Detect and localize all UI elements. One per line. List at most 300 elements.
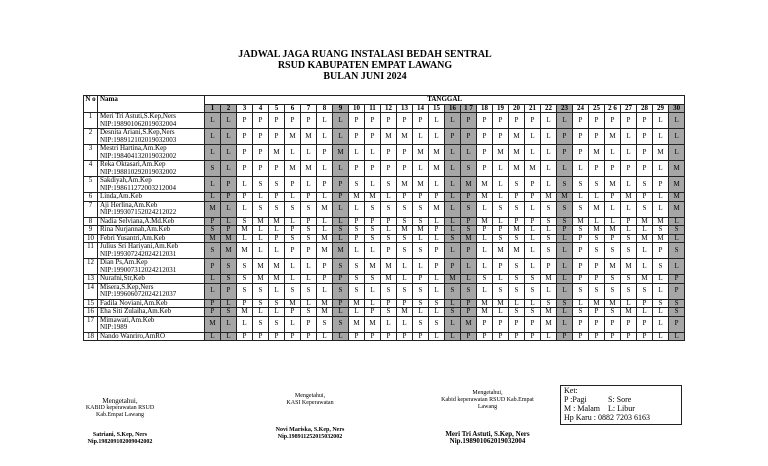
- shift-cell: L: [669, 113, 685, 129]
- shift-cell: S: [285, 234, 301, 243]
- shift-cell: P: [493, 332, 509, 341]
- shift-cell: L: [205, 113, 221, 129]
- shift-cell: P: [285, 308, 301, 317]
- staff-nip: NIP:199307242024212031: [100, 249, 177, 258]
- row-number: 10: [84, 234, 98, 243]
- shift-cell: S: [253, 299, 269, 308]
- shift-cell: L: [429, 283, 445, 299]
- shift-cell: M: [541, 316, 557, 332]
- day-header: 29: [653, 104, 669, 113]
- shift-cell: S: [237, 259, 253, 275]
- shift-cell: S: [413, 201, 429, 217]
- shift-cell: P: [461, 243, 477, 259]
- staff-name: Meri Tri Astuti,S.Kep,Ners: [100, 112, 177, 120]
- shift-cell: P: [653, 243, 669, 259]
- shift-cell: L: [445, 316, 461, 332]
- signature-center-nip: Nip.198911252015032002: [277, 434, 343, 440]
- shift-cell: P: [333, 275, 349, 284]
- shift-cell: P: [445, 129, 461, 145]
- shift-cell: L: [269, 226, 285, 235]
- shift-cell: L: [317, 217, 333, 226]
- table-row: [84, 201, 685, 217]
- shift-cell: L: [413, 161, 429, 177]
- shift-cell: L: [557, 161, 573, 177]
- day-header: 30: [669, 104, 685, 113]
- shift-cell: M: [605, 129, 621, 145]
- shift-cell: P: [637, 316, 653, 332]
- shift-cell: L: [317, 226, 333, 235]
- shift-cell: L: [541, 113, 557, 129]
- shift-cell: P: [573, 316, 589, 332]
- shift-cell: P: [525, 316, 541, 332]
- shift-cell: S: [269, 299, 285, 308]
- shift-cell: P: [541, 259, 557, 275]
- table-row: [84, 283, 685, 299]
- shift-cell: P: [573, 275, 589, 284]
- legend-malam: M : Malam: [564, 404, 600, 413]
- shift-cell: P: [605, 161, 621, 177]
- shift-cell: P: [397, 299, 413, 308]
- shift-cell: P: [605, 193, 621, 202]
- shift-cell: L: [205, 145, 221, 161]
- table-row: [84, 177, 685, 193]
- shift-cell: L: [269, 283, 285, 299]
- day-header: 5: [269, 104, 285, 113]
- shift-cell: L: [381, 226, 397, 235]
- staff-nip: NIP:198912102019032003: [100, 135, 177, 144]
- shift-cell: M: [365, 316, 381, 332]
- day-header: 10: [349, 104, 365, 113]
- staff-name-cell: [98, 299, 205, 308]
- shift-cell: M: [285, 129, 301, 145]
- shift-cell: L: [557, 243, 573, 259]
- signature-right: [435, 390, 540, 445]
- table-row: [84, 226, 685, 235]
- shift-cell: M: [269, 259, 285, 275]
- shift-cell: M: [221, 234, 237, 243]
- staff-nip: NIP:199606072024212037: [100, 290, 177, 298]
- shift-cell: S: [557, 299, 573, 308]
- staff-name-cell: [98, 201, 205, 217]
- shift-cell: L: [221, 145, 237, 161]
- staff-nip: NIP:198810292019032002: [100, 167, 177, 176]
- signature-right-nip: Nip.198901062019032004: [449, 437, 526, 445]
- row-number: 8: [84, 217, 98, 226]
- shift-cell: L: [493, 193, 509, 202]
- shift-cell: L: [445, 161, 461, 177]
- shift-cell: S: [605, 275, 621, 284]
- shift-cell: L: [445, 177, 461, 193]
- shift-cell: L: [365, 299, 381, 308]
- table-row: [84, 299, 685, 308]
- shift-cell: L: [285, 275, 301, 284]
- shift-cell: L: [301, 259, 317, 275]
- shift-cell: L: [365, 243, 381, 259]
- shift-cell: S: [349, 259, 365, 275]
- shift-cell: L: [301, 275, 317, 284]
- shift-cell: L: [669, 234, 685, 243]
- shift-cell: P: [253, 161, 269, 177]
- table-row: [84, 259, 685, 275]
- shift-cell: L: [285, 259, 301, 275]
- shift-cell: S: [333, 283, 349, 299]
- shift-cell: P: [637, 113, 653, 129]
- shift-cell: S: [557, 201, 573, 217]
- shift-cell: S: [397, 217, 413, 226]
- table-row: [84, 243, 685, 259]
- shift-cell: L: [413, 259, 429, 275]
- shift-cell: P: [573, 234, 589, 243]
- legend-phone: Hp Karu : 0882 7203 6163: [564, 413, 650, 422]
- day-header: 3: [237, 104, 253, 113]
- shift-cell: L: [557, 308, 573, 317]
- shift-cell: L: [653, 275, 669, 284]
- shift-cell: S: [365, 226, 381, 235]
- shift-cell: L: [525, 259, 541, 275]
- staff-name: Fadila Noviani,Am.Keb: [100, 299, 168, 307]
- shift-cell: P: [669, 283, 685, 299]
- shift-cell: L: [637, 243, 653, 259]
- shift-cell: P: [269, 129, 285, 145]
- shift-cell: M: [653, 217, 669, 226]
- shift-cell: M: [317, 201, 333, 217]
- shift-cell: P: [525, 193, 541, 202]
- shift-cell: S: [589, 283, 605, 299]
- shift-cell: S: [365, 275, 381, 284]
- shift-cell: P: [365, 161, 381, 177]
- shift-cell: L: [333, 308, 349, 317]
- shift-cell: L: [445, 226, 461, 235]
- shift-cell: M: [349, 316, 365, 332]
- staff-name-cell: [98, 129, 205, 145]
- shift-cell: S: [237, 283, 253, 299]
- shift-cell: L: [541, 129, 557, 145]
- shift-cell: L: [429, 332, 445, 341]
- shift-cell: S: [301, 283, 317, 299]
- shift-cell: L: [573, 161, 589, 177]
- header-row: [84, 96, 685, 105]
- staff-name-cell: [98, 308, 205, 317]
- header-name: Nama: [98, 96, 205, 113]
- shift-cell: L: [445, 113, 461, 129]
- staff-name: Mestri Hartina,Am.Kep: [100, 144, 167, 152]
- shift-cell: S: [525, 308, 541, 317]
- shift-cell: P: [637, 145, 653, 161]
- shift-cell: M: [269, 145, 285, 161]
- shift-cell: L: [541, 145, 557, 161]
- shift-cell: S: [669, 308, 685, 317]
- shift-cell: L: [333, 332, 349, 341]
- schedule-month: BULAN JUNI 2024: [323, 71, 407, 82]
- shift-cell: P: [461, 308, 477, 317]
- shift-cell: P: [237, 161, 253, 177]
- shift-cell: S: [285, 201, 301, 217]
- shift-cell: P: [365, 308, 381, 317]
- shift-cell: M: [509, 129, 525, 145]
- shift-cell: M: [669, 193, 685, 202]
- shift-cell: S: [541, 234, 557, 243]
- shift-cell: P: [621, 332, 637, 341]
- shift-cell: L: [557, 275, 573, 284]
- shift-cell: L: [301, 177, 317, 193]
- shift-cell: M: [605, 226, 621, 235]
- shift-cell: S: [669, 226, 685, 235]
- shift-cell: M: [317, 299, 333, 308]
- shift-cell: S: [637, 283, 653, 299]
- shift-cell: L: [237, 201, 253, 217]
- shift-cell: L: [445, 299, 461, 308]
- table-row: [84, 145, 685, 161]
- signature-left-role: KABID keperawatan RSUD Kab.Empat Lawang: [85, 405, 155, 418]
- shift-cell: L: [445, 145, 461, 161]
- shift-cell: L: [589, 193, 605, 202]
- shift-cell: P: [285, 113, 301, 129]
- shift-cell: P: [621, 161, 637, 177]
- day-header: 6: [285, 104, 301, 113]
- shift-cell: P: [509, 332, 525, 341]
- shift-cell: S: [413, 217, 429, 226]
- shift-cell: L: [669, 259, 685, 275]
- shift-cell: P: [477, 145, 493, 161]
- shift-cell: P: [269, 161, 285, 177]
- shift-cell: S: [429, 316, 445, 332]
- row-number: 16: [84, 308, 98, 317]
- shift-cell: S: [349, 177, 365, 193]
- shift-cell: P: [525, 332, 541, 341]
- shift-cell: P: [365, 332, 381, 341]
- shift-cell: P: [381, 299, 397, 308]
- shift-cell: P: [317, 259, 333, 275]
- shift-cell: M: [637, 275, 653, 284]
- shift-cell: S: [253, 316, 269, 332]
- shift-cell: S: [333, 226, 349, 235]
- shift-cell: P: [509, 217, 525, 226]
- shift-cell: M: [541, 275, 557, 284]
- shift-cell: L: [317, 113, 333, 129]
- shift-cell: S: [205, 161, 221, 177]
- shift-cell: S: [365, 234, 381, 243]
- shift-cell: P: [205, 259, 221, 275]
- shift-cell: P: [301, 316, 317, 332]
- shift-cell: M: [477, 193, 493, 202]
- day-header: 1: [205, 104, 221, 113]
- shift-cell: P: [573, 129, 589, 145]
- staff-name: Desnita Ariani,S.Kep,Ners: [100, 128, 175, 136]
- shift-cell: P: [333, 177, 349, 193]
- shift-cell: M: [253, 275, 269, 284]
- shift-cell: M: [205, 316, 221, 332]
- shift-cell: P: [349, 332, 365, 341]
- shift-cell: S: [301, 234, 317, 243]
- shift-cell: P: [525, 177, 541, 193]
- staff-nip: NIP:198611272003212004: [100, 183, 176, 192]
- table-row: [84, 129, 685, 145]
- shift-cell: M: [621, 308, 637, 317]
- staff-nip: NIP:199307152024212022: [100, 208, 177, 216]
- shift-cell: L: [237, 177, 253, 193]
- shift-cell: L: [221, 129, 237, 145]
- shift-cell: P: [205, 308, 221, 317]
- legend-libur: L: Libur: [608, 404, 635, 413]
- shift-cell: S: [525, 283, 541, 299]
- shift-cell: P: [429, 259, 445, 275]
- shift-cell: S: [541, 243, 557, 259]
- header-no: N o: [84, 96, 98, 113]
- row-number: 7: [84, 201, 98, 217]
- shift-cell: S: [413, 299, 429, 308]
- shift-cell: L: [221, 161, 237, 177]
- shift-cell: P: [381, 332, 397, 341]
- shift-cell: P: [301, 193, 317, 202]
- shift-cell: L: [365, 177, 381, 193]
- day-header: 24: [573, 104, 589, 113]
- shift-cell: P: [461, 299, 477, 308]
- shift-cell: S: [397, 283, 413, 299]
- shift-cell: P: [573, 113, 589, 129]
- shift-cell: L: [525, 234, 541, 243]
- staff-nip: NIP:198901062019032004: [100, 119, 177, 128]
- shift-cell: L: [205, 193, 221, 202]
- shift-cell: L: [477, 283, 493, 299]
- shift-cell: S: [349, 275, 365, 284]
- shift-cell: P: [333, 299, 349, 308]
- shift-cell: M: [621, 259, 637, 275]
- shift-cell: M: [461, 234, 477, 243]
- shift-cell: M: [253, 259, 269, 275]
- shift-cell: S: [541, 299, 557, 308]
- legend-title: Ket:: [564, 386, 578, 395]
- shift-cell: L: [365, 283, 381, 299]
- shift-cell: P: [557, 332, 573, 341]
- shift-cell: P: [365, 113, 381, 129]
- shift-cell: P: [301, 217, 317, 226]
- shift-cell: M: [301, 161, 317, 177]
- shift-cell: P: [605, 332, 621, 341]
- shift-cell: P: [589, 275, 605, 284]
- shift-cell: P: [413, 332, 429, 341]
- signature-left: [80, 398, 160, 446]
- shift-cell: P: [317, 275, 333, 284]
- shift-cell: P: [525, 217, 541, 226]
- staff-name-cell: [98, 332, 205, 341]
- day-header: 4: [253, 104, 269, 113]
- shift-cell: L: [237, 234, 253, 243]
- shift-cell: L: [669, 129, 685, 145]
- shift-cell: S: [557, 217, 573, 226]
- shift-cell: P: [397, 161, 413, 177]
- shift-cell: S: [397, 201, 413, 217]
- shift-cell: L: [429, 275, 445, 284]
- shift-cell: L: [333, 217, 349, 226]
- day-header: 18: [477, 104, 493, 113]
- shift-cell: S: [621, 234, 637, 243]
- shift-cell: P: [429, 226, 445, 235]
- shift-cell: L: [653, 193, 669, 202]
- shift-cell: P: [637, 161, 653, 177]
- shift-cell: P: [253, 113, 269, 129]
- signature-right-heading: Mengetahui,: [472, 390, 503, 396]
- shift-cell: L: [333, 161, 349, 177]
- day-header: 25: [589, 104, 605, 113]
- shift-cell: M: [573, 217, 589, 226]
- shift-cell: M: [621, 193, 637, 202]
- shift-cell: L: [557, 316, 573, 332]
- staff-name-cell: [98, 243, 205, 259]
- shift-cell: M: [637, 217, 653, 226]
- day-header: 21: [525, 104, 541, 113]
- shift-cell: P: [237, 145, 253, 161]
- shift-cell: L: [621, 177, 637, 193]
- shift-cell: P: [669, 275, 685, 284]
- shift-cell: S: [509, 201, 525, 217]
- shift-cell: L: [429, 129, 445, 145]
- staff-name: Linda,Am.Keb: [100, 192, 142, 200]
- shift-cell: S: [381, 201, 397, 217]
- shift-cell: P: [349, 113, 365, 129]
- shift-cell: P: [573, 332, 589, 341]
- day-header: 27: [621, 104, 637, 113]
- staff-name: Dian Ps,Am.Kep: [100, 258, 148, 266]
- shift-cell: L: [653, 308, 669, 317]
- staff-name-cell: [98, 275, 205, 284]
- shift-cell: P: [429, 193, 445, 202]
- header-tanggal: TANGGAL: [205, 96, 685, 105]
- shift-cell: L: [541, 332, 557, 341]
- signature-center-role: KASI Keperawatan: [286, 400, 334, 406]
- shift-cell: S: [525, 275, 541, 284]
- shift-cell: P: [589, 259, 605, 275]
- shift-cell: L: [253, 234, 269, 243]
- shift-cell: S: [397, 243, 413, 259]
- shift-cell: L: [429, 308, 445, 317]
- staff-name: Julius Sri Hariyani,Am.Keb: [100, 242, 179, 250]
- day-header: 14: [413, 104, 429, 113]
- shift-cell: P: [605, 234, 621, 243]
- shift-cell: P: [637, 332, 653, 341]
- shift-cell: L: [493, 275, 509, 284]
- schedule-title: JADWAL JAGA RUANG INSTALASI BEDAH SENTRAL: [238, 49, 492, 60]
- signature-center-name: Novi Mariska, S.Kep, Ners: [275, 427, 345, 433]
- shift-cell: L: [333, 129, 349, 145]
- shift-cell: L: [349, 201, 365, 217]
- shift-cell: S: [253, 177, 269, 193]
- shift-cell: S: [413, 316, 429, 332]
- staff-name-cell: [98, 145, 205, 161]
- shift-cell: P: [381, 161, 397, 177]
- shift-cell: M: [589, 145, 605, 161]
- shift-cell: P: [397, 332, 413, 341]
- shift-cell: L: [669, 217, 685, 226]
- shift-cell: M: [381, 275, 397, 284]
- staff-name: Sakdiyah,Am.Kep: [100, 176, 152, 184]
- shift-cell: S: [301, 308, 317, 317]
- shift-cell: S: [205, 243, 221, 259]
- shift-cell: S: [557, 177, 573, 193]
- shift-cell: P: [509, 193, 525, 202]
- shift-cell: L: [477, 259, 493, 275]
- shift-cell: L: [269, 308, 285, 317]
- shift-cell: P: [221, 177, 237, 193]
- shift-cell: P: [493, 113, 509, 129]
- shift-cell: L: [525, 299, 541, 308]
- shift-cell: P: [493, 226, 509, 235]
- shift-cell: L: [445, 332, 461, 341]
- shift-cell: L: [653, 161, 669, 177]
- shift-cell: S: [365, 201, 381, 217]
- shift-cell: L: [317, 193, 333, 202]
- table-row: [84, 234, 685, 243]
- shift-cell: P: [493, 259, 509, 275]
